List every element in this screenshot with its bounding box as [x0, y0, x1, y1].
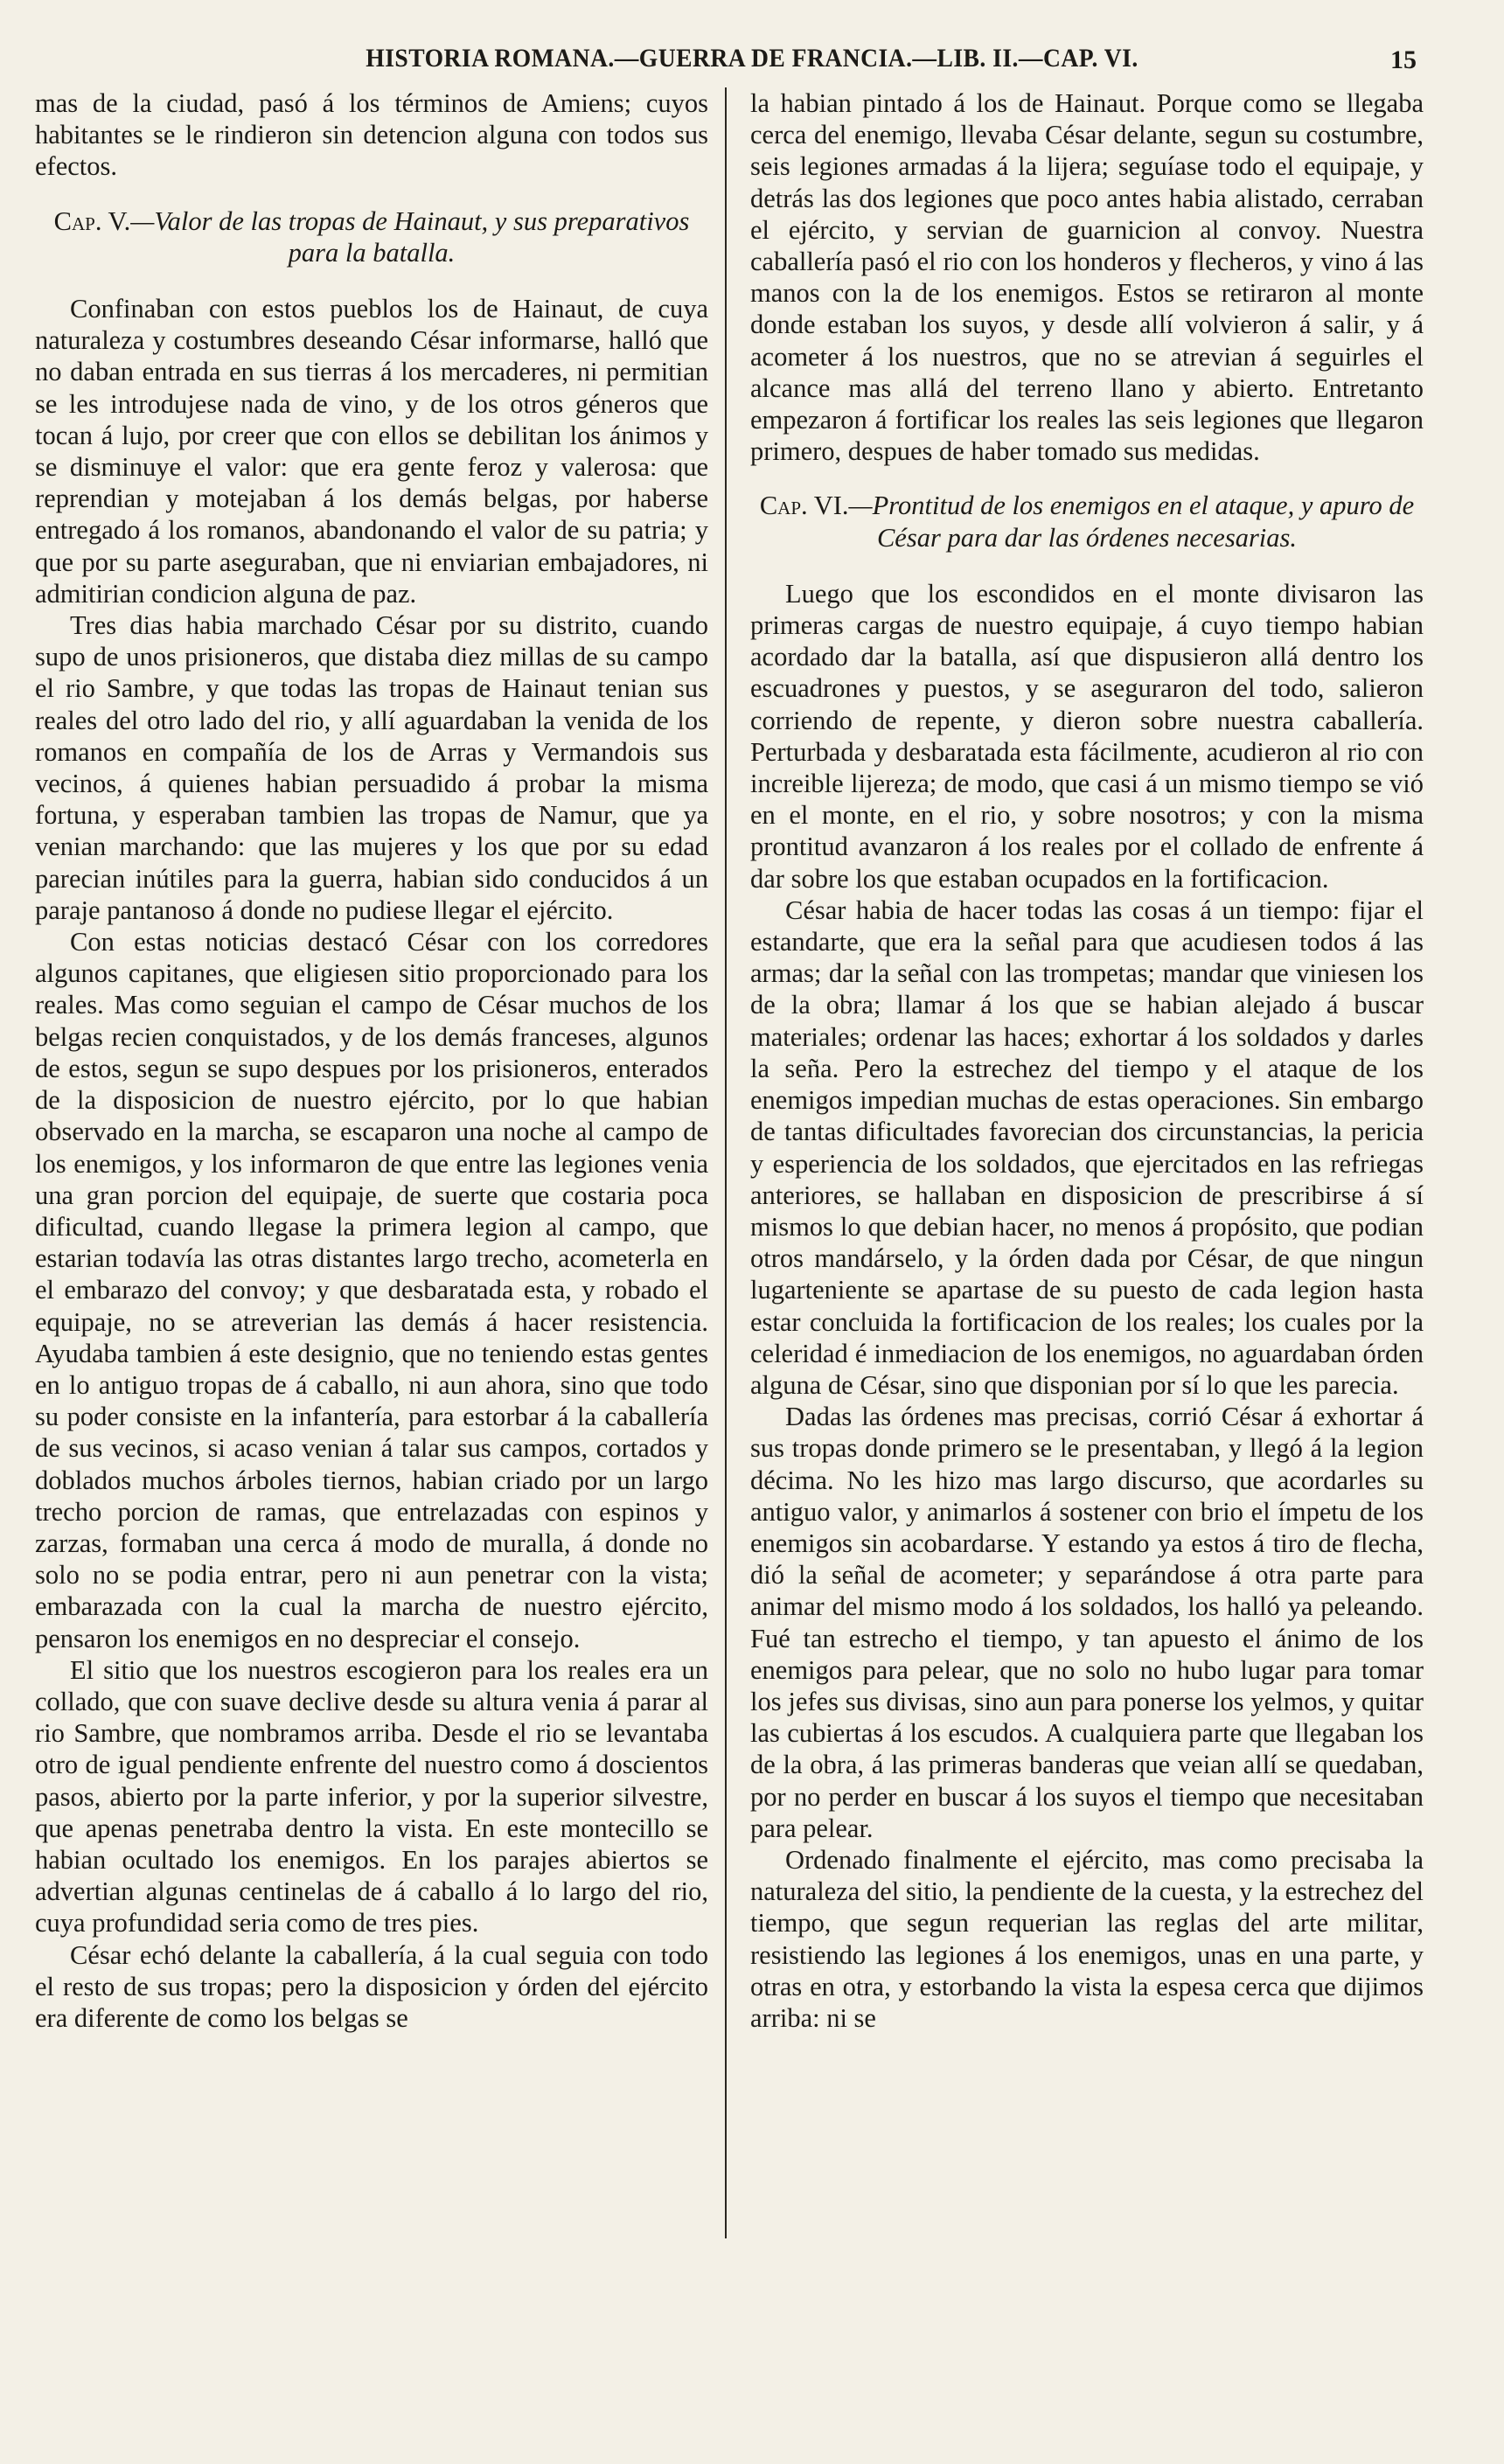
paragraph: Confinaban con estos pueblos los de Hainaut, de cuya naturaleza y costumbres deseando César informarse, halló que no daban entrada en sus tierras á los mercaderes, ni permitian se les introdujese nada de vino, y de los otros géneros que tocan á lujo, por creer que con ellos se debilitan los ánimos y se disminuye el valor: que era gente feroz y valerosa: que reprendian y motejaban á los demás belgas, por haberse entregado á los romanos, abandonando el valor de su patria; y que por su parte aseguraban, que ni enviarian embajadores, ni admitirian condicion alguna de paz. — [35, 294, 708, 609]
chapter-title: —Valor de las tropas de Hainaut, y sus preparativos para la batalla. — [130, 205, 690, 268]
paragraph: César echó delante la caballería, á la cual seguia con todo el resto de sus tropas; pero la disposicion y órden del ejército era diferente de como los belgas se — [35, 1939, 708, 2033]
paragraph: Con estas noticias destacó César con los corredores algunos capitanes, que eligiesen sitio proporcionado para los reales. Mas como seguian el campo de César muchos de los belgas recien conquistados, y de los demás franceses, algunos de estos, segun se supo despues por los prisioneros, enterados de la disposicion de nuestro ejército, por lo que habian observado en la marcha, se escaparon una noche al campo de los enemigos, y los informaron de que entre las legiones venia una gran porcion del equipaje, de suerte que costaria poca dificultad, cuando llegase la primera legion al campo, que estarian todavía las otras distantes largo trecho, acometerla en el embarazo del convoy; y que desbaratada esta, y robado el equipaje, no se atreverian las demás á hacer resistencia. Ayudaba tambien á este designio, que no teniendo estas gentes en lo antiguo tropas de á caballo, ni aun ahora, sino que todo su poder consiste en la infantería, para estorbar á la caballería de sus vecinos, si acaso venian á talar sus campos, cortados y doblados muchos árboles tiernos, habian criado por un largo trecho porcion de ramas, que entrelazadas con espinos y zarzas, formaban una cerca á modo de muralla, á donde no solo no se podia entrar, pero ni aun penetrar con la vista; embarazada con la cual la marcha de nuestro ejército, pensaron los enemigos en no despreciar el consejo. — [35, 927, 708, 1653]
paragraph: El sitio que los nuestros escogieron para los reales era un collado, que con suave declive desde su altura venia á parar al rio Sambre, que nombramos arriba. Desde el rio se levantaba otro de igual pendiente enfrente del nuestro como á doscientos pasos, abierto por la parte inferior, y por la superior silvestre, que apenas penetraba dentro la vista. En este montecillo se habian ocultado los enemigos. En los parajes abiertos se advertian algunas centinelas de á caballo á lo largo del rio, cuya profundidad seria como de tres pies. — [35, 1654, 708, 1938]
chapter-number: Cap. V. — [53, 205, 131, 236]
left-column — [35, 87, 708, 2034]
chapter-title: —Prontitud de los enemigos en el ataque, y apuro de César para dar las órdenes necesarias. — [848, 491, 1415, 553]
page-number: 15 — [1390, 45, 1417, 74]
paragraph: Tres dias habia marchado César por su distrito, cuando supo de unos prisioneros, que distaba diez millas de su campo el rio Sambre, y que todas las tropas de Hainaut tenian sus reales del otro lado del rio, y allí aguardaban la venida de los romanos en compañía de los de Arras y Vermandois sus vecinos, á quienes habian persuadido á probar la misma fortuna, y esperaban tambien las tropas de Namur, que ya venian marchando: que las mujeres y los que por su edad parecian inútiles para la guerra, habian sido conducidos á un paraje pantanoso á donde no pudiese llegar el ejército. — [35, 610, 708, 925]
paragraph: Ordenado finalmente el ejército, mas como precisaba la naturaleza del sitio, la pendiente de la cuesta, y la estrechez del tiempo, que segun requerian las reglas del arte militar, resistiendo las legiones á los enemigos, unas en una parte, y otras en otra, y estorbando la vista la espesa cerca que dijimos arriba: ni se — [750, 1844, 1424, 2033]
paragraph: mas de la ciudad, pasó á los términos de Amiens; cuyos habitantes se le rindieron sin detencion alguna con todos sus efectos. — [35, 88, 708, 182]
right-column — [750, 87, 1424, 2034]
paragraph: Dadas las órdenes mas precisas, corrió César á exhortar á sus tropas donde primero se le presentaban, y llegó á la legion décima. No les hizo mas largo discurso, que acordarles su antiguo valor, y animarlos á sostener con brio el ímpetu de los enemigos sin acobardarse. Y estando ya estos á tiro de flecha, dió la señal de acometer; y separándose á otra parte para animar del mismo modo á los soldados, los halló ya peleando. Fué tan estrecho el tiempo, y tan apuesto el ánimo de los enemigos para pelear, que no solo no hubo lugar para tomar los jefes sus divisas, sino aun para ponerse los yelmos, y quitar las cubiertas á los escudos. A cualquiera parte que llegaban los de la obra, á las primeras banderas que veian allí se quedaban, por no perder en buscar á los suyos el tiempo que necesitaban para pelear. — [750, 1402, 1424, 1843]
column-divider — [725, 87, 727, 2238]
paragraph: Luego que los escondidos en el monte divisaron las primeras cargas de nuestro equipaje, á cuyo tiempo habian acordado dar la batalla, así que dispusieron allá dentro los escuadrones y puestos, y se aseguraron del todo, salieron corriendo de repente, y dieron sobre nuestra caballería. Perturbada y desbaratada esta fácilmente, acudieron al rio con increible lijereza; de modo, que casi á un mismo tiempo se vió en el monte, en el rio, y sobre nosotros; y con la misma prontitud avanzaron á los reales por el collado de enfrente á dar sobre los que estaban ocupados en la fortificacion. — [750, 578, 1424, 894]
paragraph: César habia de hacer todas las cosas á un tiempo: fijar el estandarte, que era la señal para que acudiesen todos á las armas; dar la señal con las trompetas; mandar que viniesen los de la obra; llamar á los que se habian alejado á buscar materiales; ordenar las haces; exhortar á los soldados y darles la seña. Pero la estrechez del tiempo y el ataque de los enemigos impedian muchas de estas operaciones. Sin embargo de tantas dificultades favorecian dos circunstancias, la pericia y esperiencia de los soldados, que ejercitados en las refriegas anteriores, se hallaban en disposicion de prescribirse á sí mismos lo que debian hacer, no menos á propósito, que podian otros mandárselo, y la órden dada por César, de que ningun lugarteniente se apartase de su puesto de cada legion hasta estar concluida la fortificacion de los reales; los cuales por la celeridad é inmediacion de los enemigos, no aguardaban órden alguna de César, sino que disponian por sí lo que les parecia. — [750, 894, 1424, 1400]
running-head: HISTORIA ROMANA.—GUERRA DE FRANCIA.—LIB. II.—CAP. VI. — [366, 44, 1138, 73]
chapter-heading-6 — [750, 490, 1424, 553]
chapter-number: Cap. VI. — [759, 491, 849, 521]
paragraph: la habian pintado á los de Hainaut. Porque como se llegaba cerca del enemigo, llevaba César delante, segun su costumbre, seis legiones armadas á la lijera; seguíase todo el equipaje, y detrás las dos legiones que poco antes habia alistado, cerraban el ejército, y servian de guarnicion al convoy. Nuestra caballería pasó el rio con los honderos y flecheros, y vino á las manos con la de los enemigos. Estos se retiraron al monte donde estaban los suyos, y desde allí volvieron á salir, y á acometer á los nuestros, que no se atrevian á seguirles el alcance mas allá del terreno llano y abierto. Entretanto empezaron á fortificar los reales las seis legiones que llegaron primero, despues de haber tomado sus medidas. — [750, 88, 1424, 467]
chapter-heading-5 — [35, 205, 708, 268]
